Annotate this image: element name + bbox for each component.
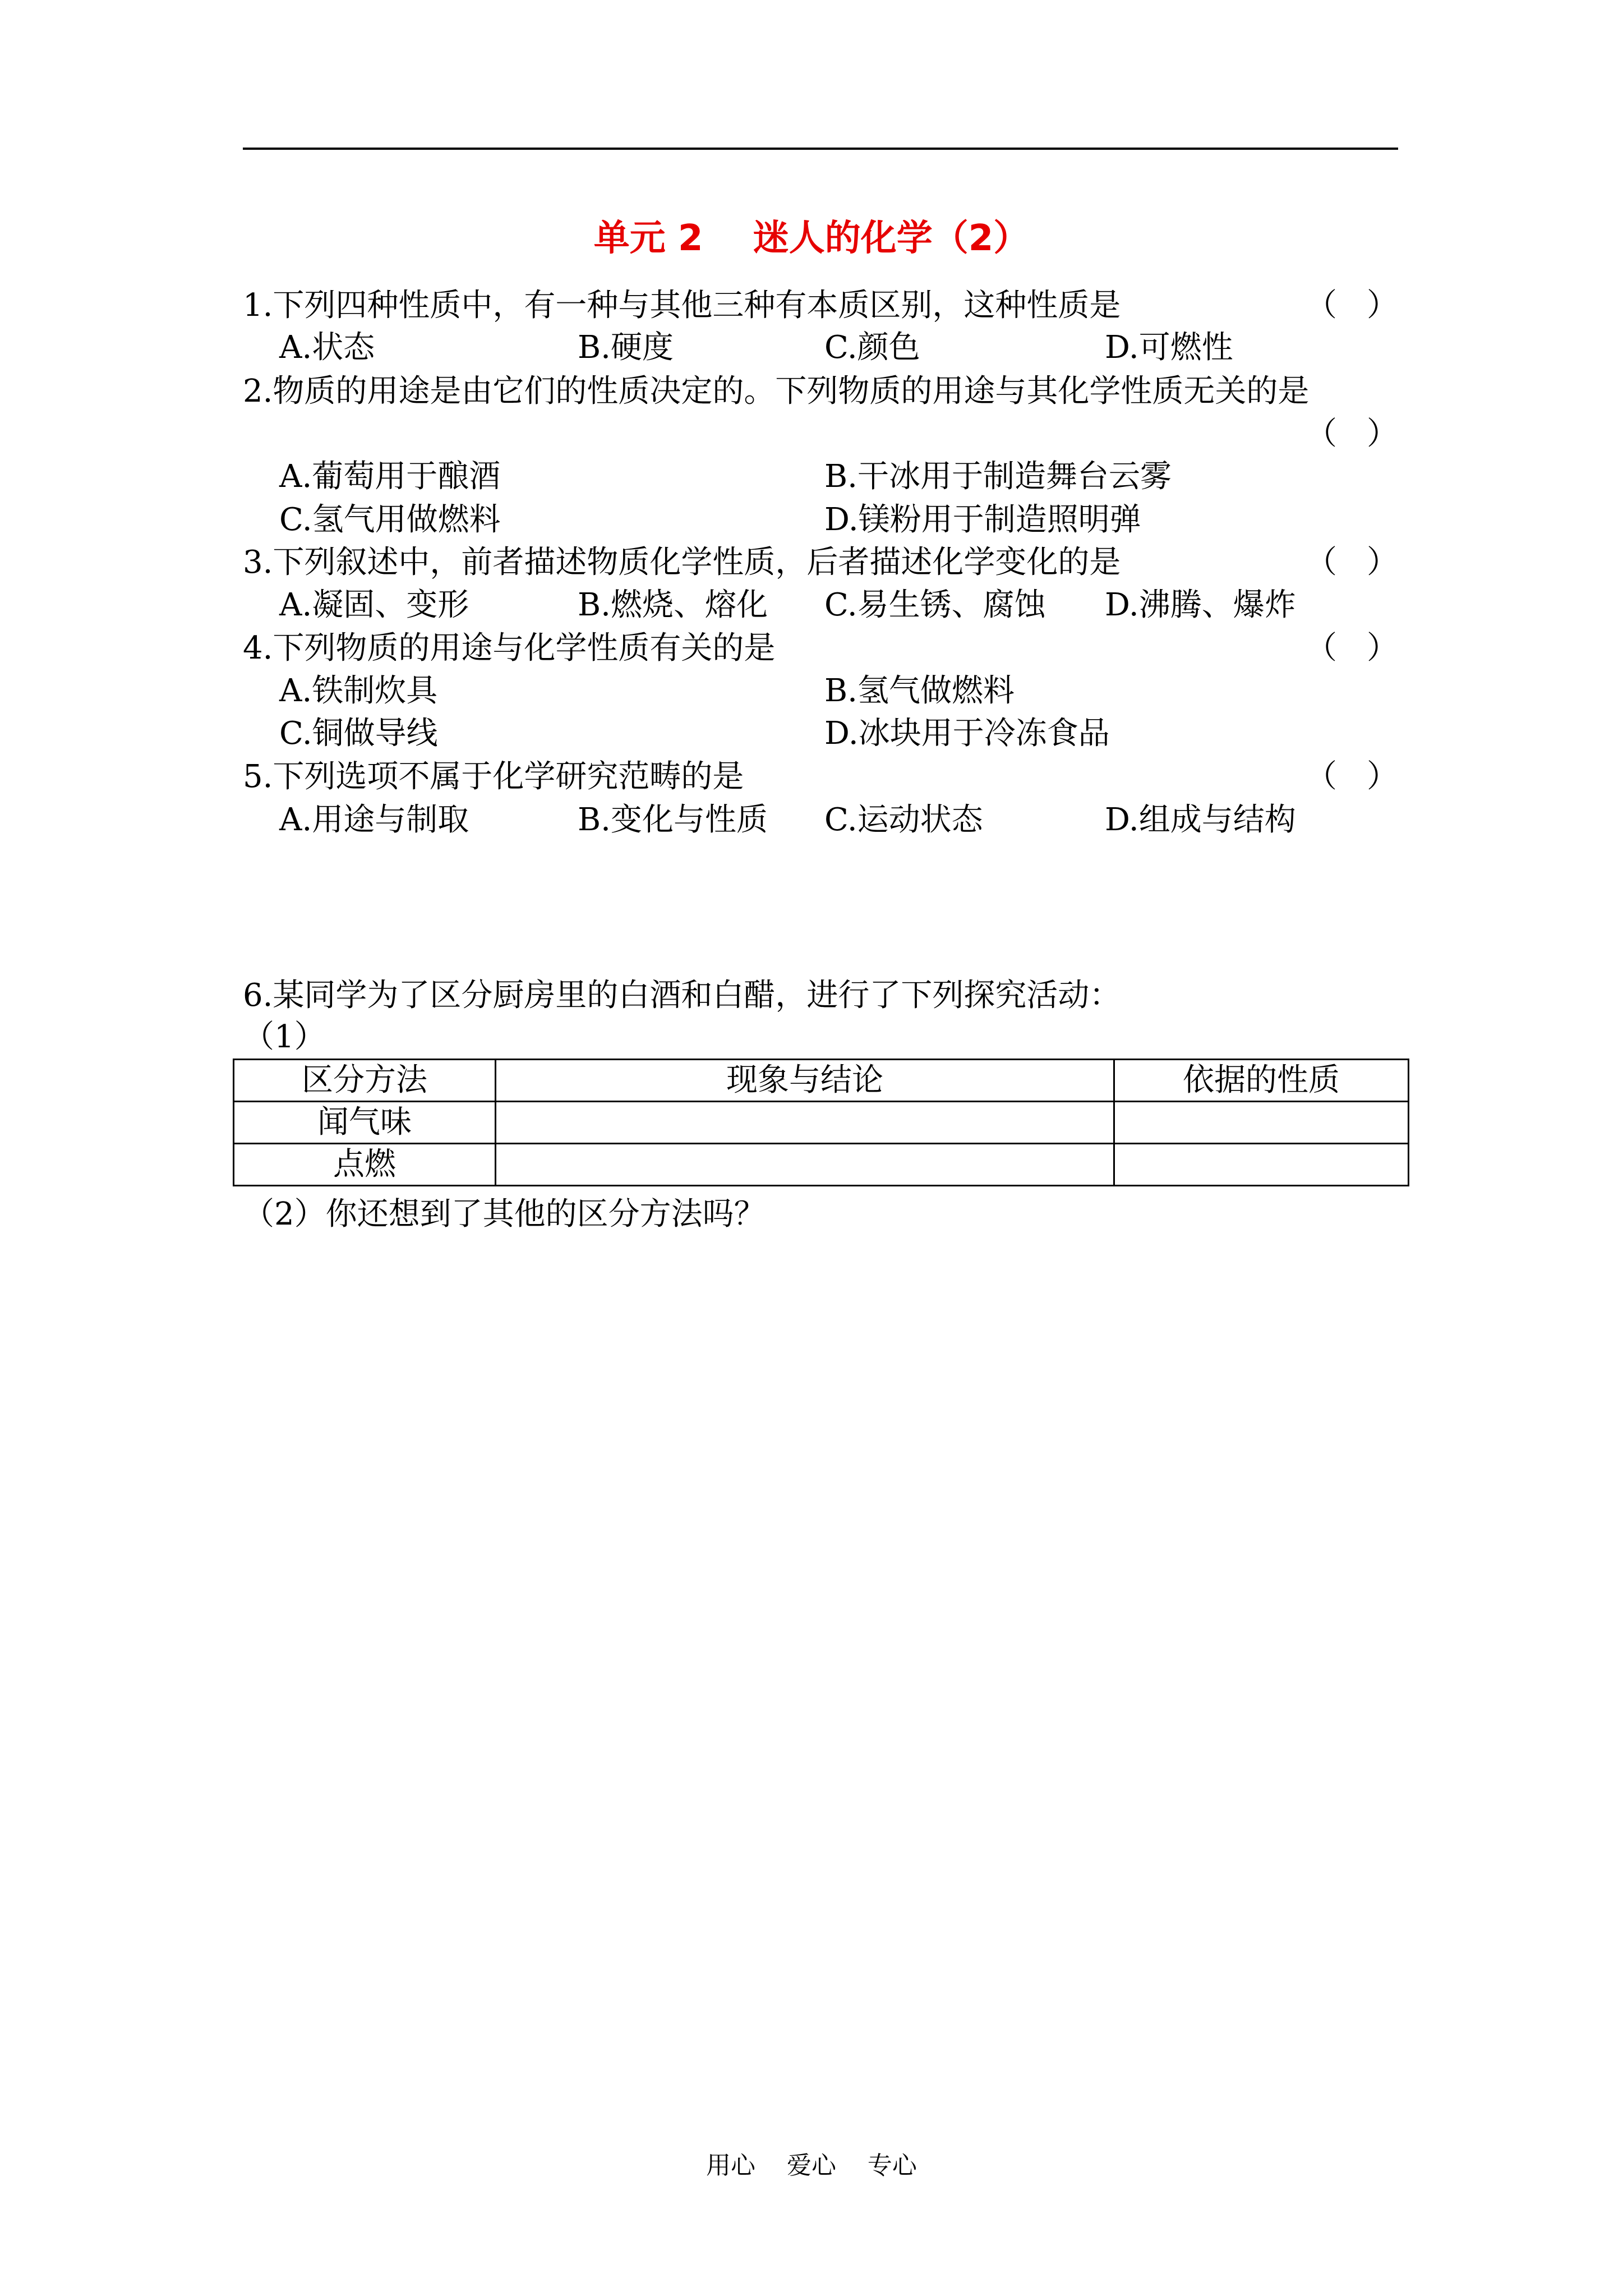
question-1-answer-blank xyxy=(1306,286,1398,325)
question-4-option-b: B.氢气做燃料 xyxy=(824,673,1015,709)
question-5-option-b: B.变化与性质 xyxy=(578,802,768,838)
question-2-answer-blank xyxy=(1306,415,1398,454)
table-cell-blank xyxy=(1114,1144,1409,1186)
table-row xyxy=(234,1102,1409,1144)
question-1-option-b: B.硬度 xyxy=(578,329,674,366)
question-5-option-a: A.用途与制取 xyxy=(279,802,469,838)
question-4-stem: 4.下列物质的用途与化学性质有关的是 xyxy=(243,630,776,666)
question-2-option-d: D.镁粉用于制造照明弹 xyxy=(824,501,1141,538)
question-3-option-d: D.沸腾、爆炸 xyxy=(1105,587,1296,623)
question-4-option-c: C.铜做导线 xyxy=(279,715,438,752)
table-header-cell: 依据的性质 xyxy=(1114,1060,1409,1102)
paren-close: ） xyxy=(1367,630,1398,666)
paren-open: （ xyxy=(1306,416,1337,452)
question-1-option-d: D.可燃性 xyxy=(1105,329,1233,366)
paren-open: （ xyxy=(1306,544,1337,581)
question-1-stem: 1.下列四种性质中，有一种与其他三种有本质区别，这种性质是 xyxy=(243,287,1121,324)
paren-close: ） xyxy=(1367,287,1398,324)
question-3-option-a: A.凝固、变形 xyxy=(279,587,469,623)
question-4-option-d: D.冰块用于冷冻食品 xyxy=(824,715,1110,752)
paren-open: （ xyxy=(1306,287,1337,324)
header-rule xyxy=(243,148,1398,150)
question-5-option-c: C.运动状态 xyxy=(824,802,983,838)
table-row xyxy=(234,1144,1409,1186)
paren-close: ） xyxy=(1367,758,1398,795)
question-1-option-c: C.颜色 xyxy=(824,329,920,366)
page-title: 单元 2 迷人的化学（2） xyxy=(593,218,1030,259)
table-header-row xyxy=(234,1060,1409,1102)
question-2-option-a: A.葡萄用于酿酒 xyxy=(279,458,501,495)
paren-close: ） xyxy=(1367,544,1398,581)
question-2-stem: 2.物质的用途是由它们的性质决定的。下列物质的用途与其化学性质无关的是 xyxy=(243,373,1310,409)
table-cell-blank xyxy=(1114,1102,1409,1144)
question-2-option-c: C.氢气用做燃料 xyxy=(279,501,501,538)
paren-open: （ xyxy=(1306,758,1337,795)
paren-open: （ xyxy=(1306,630,1337,666)
question-2-option-b: B.干冰用于制造舞台云雾 xyxy=(824,458,1172,495)
table-cell-blank xyxy=(496,1144,1114,1186)
question-6-part-2: （2）你还想到了其他的区分方法吗？ xyxy=(243,1196,766,1232)
question-6-stem: 6.某同学为了区分厨房里的白酒和白醋，进行了下列探究活动： xyxy=(243,977,1121,1014)
question-3-stem: 3.下列叙述中，前者描述物质化学性质，后者描述化学变化的是 xyxy=(243,544,1121,581)
question-6-table xyxy=(233,1059,1409,1186)
table-cell: 点燃 xyxy=(234,1144,496,1186)
question-1-option-a: A.状态 xyxy=(279,329,375,366)
page-footer: 用心 爱心 专心 xyxy=(706,2151,917,2180)
table-cell-blank xyxy=(496,1102,1114,1144)
question-5-answer-blank xyxy=(1306,757,1398,797)
question-5-stem: 5.下列选项不属于化学研究范畴的是 xyxy=(243,758,744,795)
question-3-answer-blank xyxy=(1306,543,1398,582)
question-3-option-c: C.易生锈、腐蚀 xyxy=(824,587,1046,623)
paren-close: ） xyxy=(1367,416,1398,452)
table-cell: 闻气味 xyxy=(234,1102,496,1144)
question-4-answer-blank xyxy=(1306,629,1398,668)
question-3-option-b: B.燃烧、熔化 xyxy=(578,587,768,623)
question-6-part-1-label: （1） xyxy=(243,1019,326,1055)
table-header-cell: 现象与结论 xyxy=(496,1060,1114,1102)
question-4-option-a: A.铁制炊具 xyxy=(279,673,438,709)
question-5-option-d: D.组成与结构 xyxy=(1105,802,1296,838)
table-header-cell: 区分方法 xyxy=(234,1060,496,1102)
